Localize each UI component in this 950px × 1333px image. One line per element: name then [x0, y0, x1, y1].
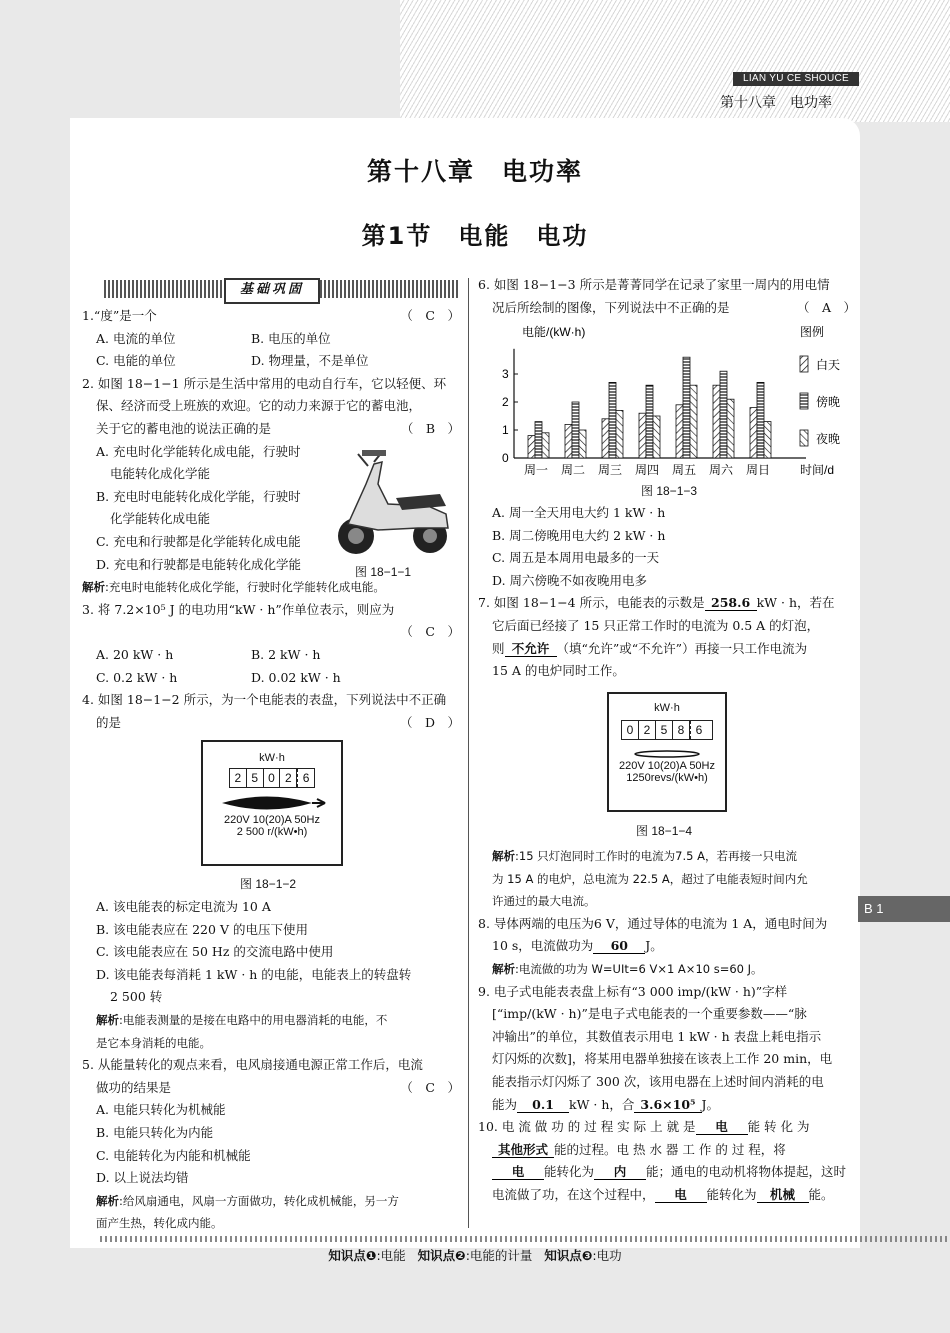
legend-label: 夜晚	[816, 432, 841, 446]
meter1-line1: 220V 10(20)A 50Hz	[223, 814, 320, 826]
bar	[646, 385, 653, 458]
q3-opt-b: B. 2 kW · h	[251, 646, 321, 662]
q10-s4c: 能。	[808, 1186, 834, 1202]
right-column-lower	[478, 845, 856, 1207]
header-chapter: 第十八章 电功率	[720, 95, 832, 111]
q9-s6c: J。	[701, 1096, 720, 1112]
q8-blank: 60	[593, 938, 645, 954]
q10-s2b: 能的过程。电 热 水 器 工 作 的 过 程，将	[554, 1141, 786, 1157]
q3-answer: （ C ）	[400, 624, 460, 640]
bar	[572, 402, 579, 458]
legend-title: 图例	[800, 325, 825, 339]
footer-dots	[100, 1236, 950, 1242]
q2-stem2: 保、经济而受上班族的欢迎。它的动力来源于它的蓄电池，	[96, 398, 422, 414]
meter2-digit: 0	[622, 721, 639, 739]
q8-analysis	[478, 958, 856, 981]
left-column-lower	[82, 896, 460, 1235]
q10-blank3: 电	[492, 1164, 544, 1180]
side-tab: B 1	[858, 896, 950, 922]
x-axis-label: 时间/d	[800, 463, 835, 477]
q9-blank-joule: 3.6×10⁵	[634, 1097, 701, 1113]
q4-analysis-label: 解析	[96, 1012, 119, 1027]
legend-swatch	[800, 356, 808, 372]
q7-s4: 15 A 的电炉同时工作。	[492, 663, 625, 679]
q2-opt-a1: A. 充电时化学能转化成电能，行驶时	[96, 443, 301, 459]
meter-18-1-2	[201, 740, 343, 866]
q8-s1: 8. 导体两端的电压为6 V，通过导体的电流为 1 A，通电时间为	[478, 915, 828, 931]
x-tick-label: 周四	[635, 463, 660, 477]
q5-analysis-text2: 面产生热，转化成内能。	[96, 1216, 223, 1231]
q7-s1a: 7. 如图 18−1−4 所示，电能表的示数是	[478, 595, 705, 611]
q4-opt-c: C. 该电能表应在 50 Hz 的交流电路中使用	[96, 944, 334, 960]
section-title: 第1节 电能 电功	[361, 222, 589, 250]
q10-blank6: 机械	[757, 1187, 809, 1203]
y-axis-label: 电能/(kW·h)	[522, 325, 586, 339]
bar	[750, 408, 757, 458]
band-label: 基础巩固	[224, 278, 320, 304]
fig-18-1-4-caption: 图 18−1−4	[636, 824, 693, 838]
fig-18-1-1-caption: 图 18−1−1	[355, 565, 412, 579]
q2-opt-d: D. 充电和行驶都是电能转化成化学能	[96, 556, 302, 572]
q5-answer: （ C ）	[400, 1079, 460, 1095]
q2-opt-a2: 电能转化成化学能	[110, 466, 211, 482]
meter2-disc	[632, 748, 702, 760]
q5-analysis-text1: :给风扇通电，风扇一方面做功，转化成机械能，另一方	[119, 1193, 399, 1208]
meter2-digit: 5	[656, 721, 673, 739]
y-tick-label: 0	[502, 451, 509, 465]
q7-blank-reading: 258.6	[705, 595, 757, 611]
meter1-disc	[217, 792, 327, 814]
q2-analysis-label: 解析	[82, 580, 105, 595]
q4-opt-d2: 2 500 转	[110, 989, 163, 1005]
q9-s1: 9. 电子式电能表表盘上标有“3 000 imp/(kW · h)”字样	[478, 983, 788, 999]
q9-s6b: kW · h，合	[569, 1096, 635, 1112]
q9-blank-kwh: 0.1	[517, 1097, 569, 1113]
footer-t3: :电功	[592, 1248, 622, 1263]
legend-swatch	[800, 430, 808, 446]
footer-k3: 知识点❸	[544, 1248, 593, 1263]
q7-blank-allow: 不允许	[505, 641, 557, 657]
x-tick-label: 周二	[561, 463, 586, 477]
y-tick-label: 1	[502, 423, 509, 437]
q2-stem3: 关于它的蓄电池的说法正确的是	[96, 420, 272, 436]
q6-stem2: 况后所绘制的图像，下列说法中不正确的是	[492, 299, 730, 315]
q10-blank1: 电	[696, 1119, 748, 1135]
q9-s6a: 能为	[492, 1096, 518, 1112]
meter1-digit: 2	[280, 769, 297, 787]
chart-18-1-3	[490, 322, 855, 482]
meter2-line2: 1250revs/(kW•h)	[626, 772, 708, 784]
series-label: LIAN YU CE SHOUCE	[733, 72, 859, 86]
meter1-unit: kW·h	[259, 752, 285, 764]
x-tick-label: 周六	[709, 463, 734, 477]
bar	[676, 405, 683, 458]
q4-opt-b: B. 该电能表应在 220 V 的电压下使用	[96, 921, 308, 937]
q7-analysis-text1: :15 只灯泡同时工作时的电流为7.5 A，若再接一只电流	[515, 849, 797, 863]
footer-k2: 知识点❷	[417, 1248, 466, 1263]
q1-opt-b: B. 电压的单位	[251, 330, 331, 346]
legend-swatch	[800, 393, 808, 409]
meter1-digit: 6	[297, 769, 314, 787]
bar	[528, 436, 535, 458]
q8-analysis-label: 解析	[492, 961, 515, 976]
q10-s3a: 能转化为	[544, 1164, 595, 1180]
column-divider	[468, 278, 469, 1228]
q3-opt-c: C. 0.2 kW · h	[96, 669, 178, 685]
q2-stem1: 2. 如图 18−1−1 所示是生活中常用的电动自行车，它以轻便、环	[82, 375, 447, 391]
meter2-digit: 2	[639, 721, 656, 739]
meter2-digit: 6	[690, 721, 707, 739]
fig-18-1-2-caption: 图 18−1−2	[240, 877, 297, 891]
q10-blank5: 电	[655, 1187, 707, 1203]
q3-opt-a: A. 20 kW · h	[96, 646, 174, 662]
q6-answer: （ A ）	[796, 299, 856, 315]
footer-t1: :电能	[376, 1248, 406, 1263]
q4-opt-d1: D. 该电能表每消耗 1 kW · h 的电能，电能表上的转盘转	[96, 966, 412, 982]
q1-opt-a: A. 电流的单位	[96, 330, 176, 346]
q5-analysis-label: 解析	[96, 1193, 119, 1208]
q8-analysis-text: :电流做的功为 W=UIt=6 V×1 A×10 s=60 J。	[515, 961, 763, 976]
chapter-title: 第十八章 电功率	[366, 157, 583, 186]
bar	[727, 399, 734, 458]
q9-s5: 能表指示灯闪烁了 300 次，该用电器在上述时间内消耗的电	[492, 1073, 824, 1089]
q1-stem: 1.“度”是一个	[82, 308, 157, 323]
meter2-unit: kW·h	[654, 702, 680, 714]
x-tick-label: 周五	[672, 463, 697, 477]
q10-blank4: 内	[594, 1164, 646, 1180]
q5-stem2: 做功的结果是	[96, 1079, 172, 1095]
bar	[683, 357, 690, 458]
q7-s1b: kW · h，若在	[756, 595, 835, 611]
bar	[565, 424, 572, 458]
footer	[0, 1246, 950, 1264]
meter1-line2: 2 500 r/(kW•h)	[236, 826, 308, 838]
q4-stem1: 4. 如图 18−1−2 所示，为一个电能表的表盘，下列说法中不正确	[82, 692, 447, 708]
meter2-digit: 8	[673, 721, 690, 739]
meter1-digit: 0	[264, 769, 281, 787]
scooter-illustration	[318, 444, 458, 558]
q5-opt-c: C. 电能转化为内能和机械能	[96, 1147, 251, 1163]
q7-analysis-text2: 为 15 A 的电炉，总电流为 22.5 A，超过了电能表短时间内允	[492, 871, 808, 886]
q6-opt-b: B. 周二傍晚用电大约 2 kW · h	[492, 527, 666, 543]
right-column-mid	[478, 502, 856, 683]
q10-s4b: 能转化为	[706, 1186, 757, 1202]
q4-analysis-text1: :电能表测量的是接在电路中的用电器消耗的电能，不	[119, 1012, 388, 1027]
footer-k1: 知识点❶	[328, 1248, 377, 1263]
q7-s3b: （填“允许”或“不允许”）再接一只工作电流为	[556, 640, 808, 656]
q8-s2a: 10 s，电流做功为	[492, 938, 594, 954]
bar	[764, 422, 771, 458]
q10-s4a: 电流做了功，在这个过程中，	[492, 1186, 655, 1202]
q7-analysis-label: 解析	[492, 849, 515, 863]
bar	[579, 430, 586, 458]
q4-analysis	[82, 1009, 460, 1032]
bar	[653, 416, 660, 458]
q9-s4: 灯闪烁的次数]，将某用电器单独接在该表上工作 20 min，电	[492, 1051, 833, 1067]
x-tick-label: 周三	[598, 463, 623, 477]
footer-t2: :电能的计量	[465, 1248, 533, 1263]
q2-opt-b1: B. 充电时电能转化成化学能，行驶时	[96, 488, 301, 504]
q3-stem: 3. 将 7.2×10⁵ J 的电功用“kW · h”作单位表示，则应为	[82, 601, 395, 617]
x-tick-label: 周一	[524, 463, 549, 477]
bar	[542, 433, 549, 458]
q4-answer: （ D ）	[399, 714, 460, 730]
q1-opt-d: D. 物理量，不是单位	[251, 353, 369, 369]
q10-s3b: 能；通电的电动机将物体提起，这时	[646, 1164, 847, 1180]
meter1-digit: 2	[230, 769, 247, 787]
q5-opt-b: B. 电能只转化为内能	[96, 1124, 214, 1140]
q2-opt-b2: 化学能转化成电能	[110, 511, 211, 527]
q6-opt-c: C. 周五是本周用电最多的一天	[492, 550, 660, 566]
q6-opt-a: A. 周一全天用电大约 1 kW · h	[492, 505, 666, 520]
meter-18-1-4	[607, 692, 727, 812]
q5-opt-a: A. 电能只转化为机械能	[96, 1102, 226, 1118]
legend-label: 傍晚	[816, 395, 841, 409]
q2-analysis-text: :充电时电能转化成化学能，行驶时化学能转化成电能。	[105, 580, 385, 595]
fig-18-1-3-caption: 图 18−1−3	[641, 484, 698, 498]
y-tick-label: 2	[502, 395, 509, 409]
meter1-digit: 5	[247, 769, 264, 787]
bar	[609, 382, 616, 458]
q5-opt-d: D. 以上说法均错	[96, 1170, 189, 1186]
q5-analysis	[82, 1190, 460, 1213]
q2-opt-c: C. 充电和行驶都是化学能转化成电能	[96, 533, 301, 549]
meter2-line1: 220V 10(20)A 50Hz	[618, 760, 715, 772]
q1-opt-c: C. 电能的单位	[96, 353, 176, 369]
q7-analysis-text3: 许通过的最大电流。	[492, 894, 596, 909]
q8-s2b: J。	[645, 938, 663, 954]
bar	[690, 385, 697, 458]
legend-label: 白天	[816, 358, 841, 372]
bar	[757, 382, 764, 458]
q7-s2: 它后面已经接了 15 只正常工作时的电流为 0.5 A 的灯泡，	[492, 617, 820, 633]
bar	[616, 410, 623, 458]
header-hatch	[400, 0, 950, 122]
q4-opt-a: A. 该电能表的标定电流为 10 A	[96, 899, 271, 914]
q9-s2: [“imp/(kW · h)”是电子式电能表的一个重要参数——“脉	[492, 1006, 807, 1022]
x-tick-label: 周日	[746, 463, 771, 477]
q9-s3: 冲输出”的单位，其数值表示用电 1 kW · h 表盘上耗电指示	[492, 1028, 822, 1044]
q4-analysis-text2: 是它本身消耗的电能。	[96, 1035, 211, 1050]
q4-stem2: 的是	[96, 714, 122, 730]
q3-opt-d: D. 0.02 kW · h	[251, 669, 341, 685]
q1-answer: （ C ）	[400, 308, 460, 323]
bar	[639, 413, 646, 458]
q2-answer: （ B ）	[400, 420, 460, 436]
meter1-digits	[229, 768, 315, 788]
q7-analysis	[478, 845, 856, 868]
bar	[602, 419, 609, 458]
meter2-digits	[621, 720, 713, 740]
bar	[720, 371, 727, 458]
y-tick-label: 3	[502, 367, 509, 381]
q6-stem1: 6. 如图 18−1−3 所示是菁菁同学在记录了家里一周内的用电情	[478, 277, 830, 292]
q10-s1a: 10. 电 流 做 功 的 过 程 实 际 上 就 是	[478, 1119, 696, 1135]
q10-blank2: 其他形式	[492, 1142, 554, 1158]
q7-s3a: 则	[492, 640, 505, 656]
bar	[713, 385, 720, 458]
bar	[535, 422, 542, 458]
right-column	[478, 274, 856, 319]
q5-stem1: 5. 从能量转化的观点来看，电风扇接通电源正常工作后，电流	[82, 1057, 423, 1073]
q6-opt-d: D. 周六傍晚不如夜晚用电多	[492, 572, 648, 588]
q10-s1b: 能 转 化 为	[747, 1119, 810, 1135]
